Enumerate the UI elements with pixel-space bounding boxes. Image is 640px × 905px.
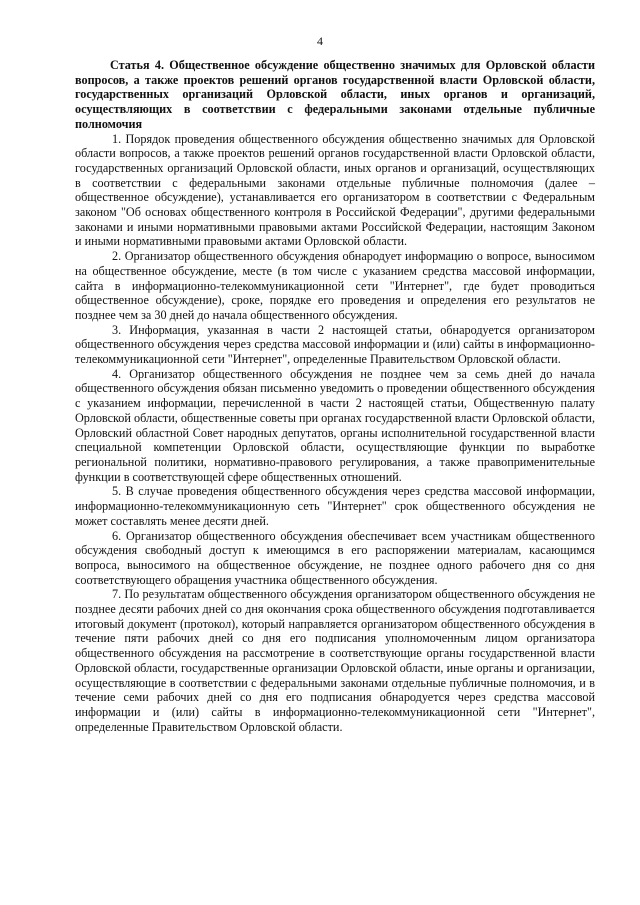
article-paragraph-1: 1. Порядок проведения общественного обсуждения общественно значимых для Орловской области вопросов, а также проектов решений органов государственной власти Орловской области, государственных организаций Орловской области, иных органов и организаций, осуществляющих в соответствии с федеральными законами отдельные публичные полномочия (далее – общественное обсуждение), устанавливается его организатором в соответствии с Федеральным законом "Об основах общественного контроля в Российской Федерации", другими федеральными законами и иными нормативными правовыми актами Российской Федерации, настоящим Законом и иными нормативными правовыми актами Орловской области. — [75, 131, 595, 249]
article-paragraph-2: 2. Организатор общественного обсуждения обнародует информацию о вопросе, выносимом на общественное обсуждение, месте (в том числе с указанием средства массовой информации, сайта в информационно-телекоммуникационной сети "Интернет", где будет проводиться общественное обсуждение), сроке, порядке его проведения и определения его результатов не позднее чем за 30 дней до начала общественного обсуждения. — [75, 249, 595, 322]
article-content — [75, 58, 595, 734]
article-paragraph-5: 5. В случае проведения общественного обсуждения через средства массовой информации, информационно-телекоммуникационную сеть "Интернет" срок общественного обсуждения не может составлять менее десяти дней. — [75, 484, 595, 528]
article-heading: Статья 4. Общественное обсуждение общественно значимых для Орловской области вопросов, а также проектов решений органов государственной власти Орловской области, государственных организаций Орловской области, иных органов и организаций, осуществляющих в соответствии с федеральными законами отдельные публичные полномочия — [75, 58, 595, 131]
article-paragraph-4: 4. Организатор общественного обсуждения не позднее чем за семь дней до начала общественного обсуждения обязан письменно уведомить о проведении общественного обсуждения с указанием информации, перечисленной в части 2 настоящей статьи, Общественную палату Орловской области, общественные советы при органах государственной власти Орловской области, Орловский областной Совет народных депутатов, органы исполнительной государственной власти специальной компетенции Орловской области, осуществляющие функции по выработке региональной политики, нормативно-правового регулирования, а также правоприменительные функции в соответствующей сфере общественных отношений. — [75, 366, 595, 484]
article-paragraph-7: 7. По результатам общественного обсуждения организатором общественного обсуждения не позднее десяти рабочих дней со дня окончания срока общественного обсуждения подготавливается итоговый документ (протокол), который направляется организатором общественного обсуждения в течение пяти рабочих дней со дня его подписания уполномоченным лицом организатора общественного обсуждения на рассмотрение в соответствующие органы государственной власти Орловской области, государственные организации Орловской области, иные органы и организации, осуществляющие в соответствии с федеральными законами отдельные публичные полномочия, и в течение семи рабочих дней со дня его подписания обнародуется через средства массовой информации и (или) сайты в информационно-телекоммуникационной сети "Интернет", определенные Правительством Орловской области. — [75, 587, 595, 734]
article-paragraph-3: 3. Информация, указанная в части 2 настоящей статьи, обнародуется организатором общественного обсуждения через средства массовой информации и (или) сайты в информационно-телекоммуникационной сети "Интернет", определенные Правительством Орловской области. — [75, 322, 595, 367]
page-number: 4 — [317, 34, 323, 48]
article-paragraph-6: 6. Организатор общественного обсуждения обеспечивает всем участникам общественного обсуждения свободный доступ к имеющимся в его распоряжении материалам, касающимся вопроса, выносимого на общественное обсуждение, не позднее одного рабочего дня со дня соответствующего обращения участника общественного обсуждения. — [75, 528, 595, 587]
